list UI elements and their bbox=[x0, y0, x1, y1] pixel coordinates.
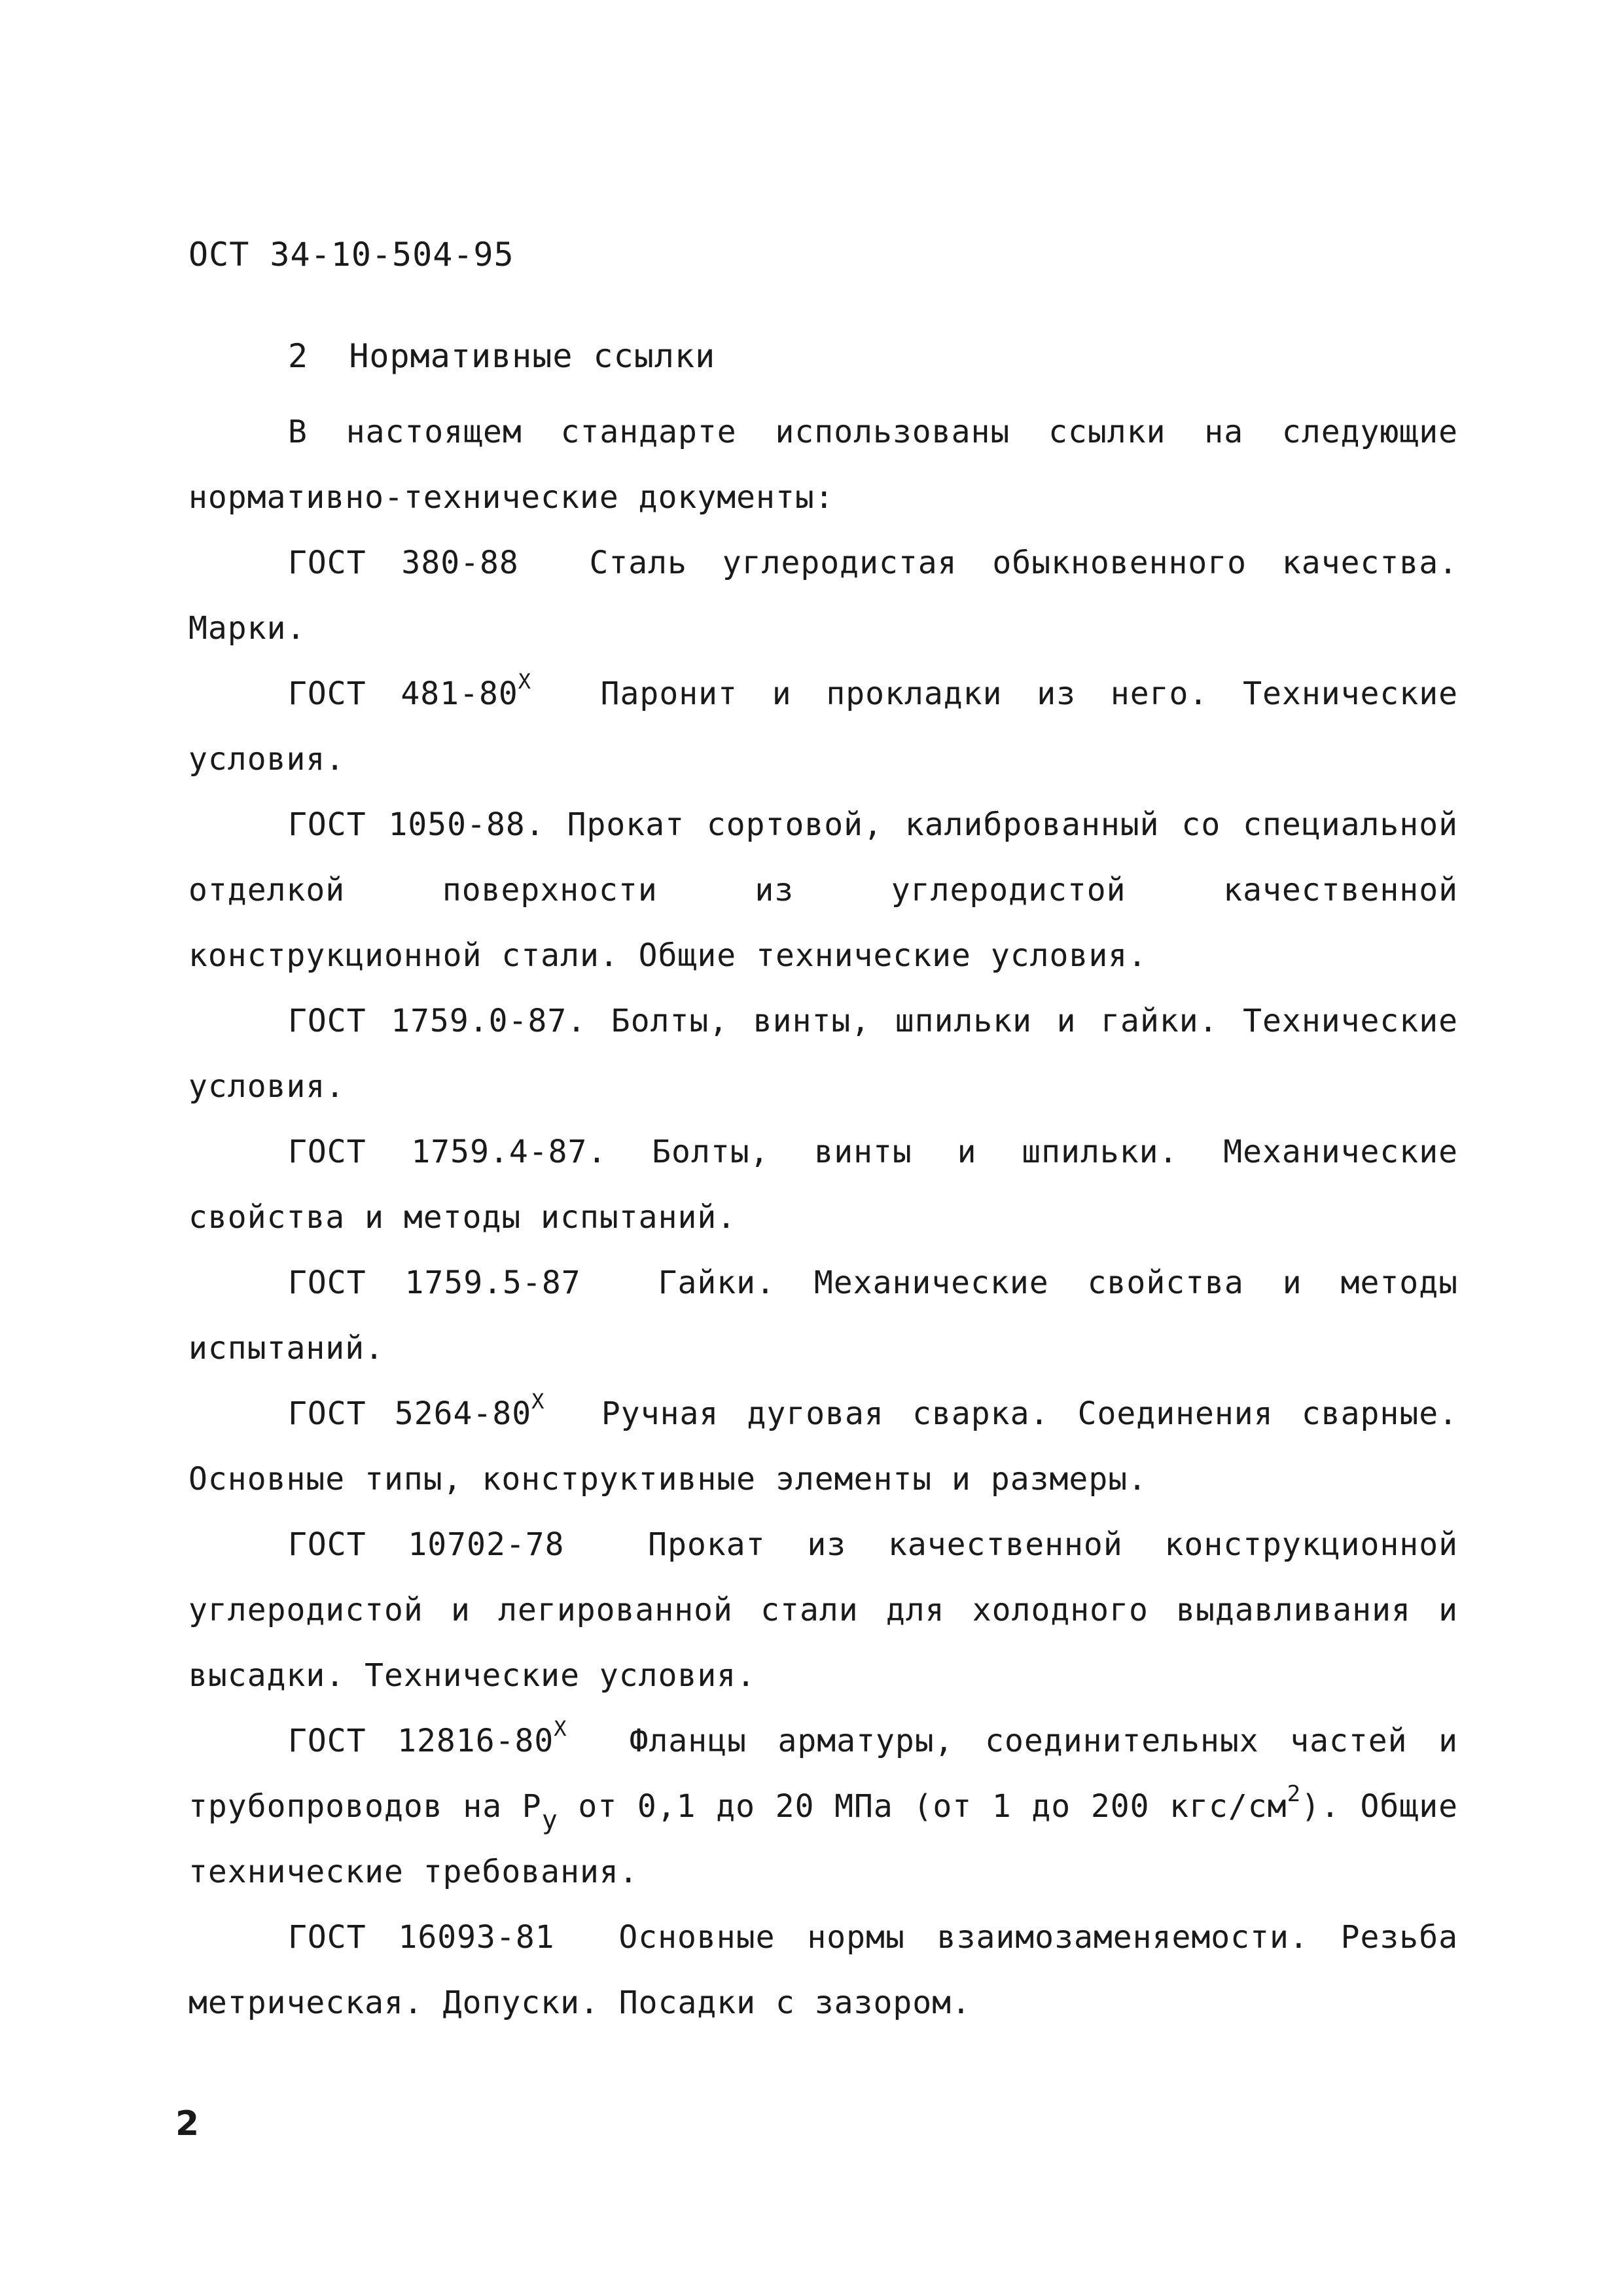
reference-item bbox=[188, 988, 1458, 1119]
reference-text: Болты, винты и шпильки. Механические свойства и методы испытаний. bbox=[188, 1134, 1458, 1236]
section-title: Нормативные ссылки bbox=[349, 337, 716, 375]
reference-item bbox=[188, 1381, 1458, 1512]
reference-code: ГОСТ 1759.4-87. bbox=[288, 1134, 607, 1170]
reference-text: Фланцы арматуры, соединительных частей и трубопроводов на $Р_у$ от 0,1 до 20 МПа (от 1 до 200 кгс/$см^2$). Общие технические требования. bbox=[188, 1723, 1459, 1890]
reference-text: Прокат сортовой, калиброванный со специальной отделкой поверхности из углеродистой качественной конструкционной стали. Общие технические условия. bbox=[188, 806, 1459, 974]
reference-code: ГОСТ 1759.5-87 bbox=[288, 1265, 581, 1301]
reference-code: ГОСТ 1050-88. bbox=[288, 806, 545, 843]
reference-code: ГОСТ 16093-81 bbox=[288, 1919, 555, 1956]
reference-code: ГОСТ 1759.0-87. bbox=[288, 1003, 587, 1039]
reference-text: Прокат из качественной конструкционной углеродистой и легированной стали для холодного выдавливания и высадки. Технические условия. bbox=[188, 1526, 1458, 1694]
reference-code: ГОСТ 10702-78 bbox=[288, 1526, 565, 1563]
reference-item bbox=[188, 1119, 1458, 1250]
reference-item bbox=[188, 792, 1458, 988]
intro-paragraph: В настоящем стандарте использованы ссылки на следующие нормативно-технические документы: bbox=[188, 414, 1458, 516]
reference-item bbox=[188, 1512, 1458, 1708]
reference-code: ГОСТ $481-80^Х$ bbox=[288, 669, 532, 712]
reference-code: ГОСТ $12816-80^Х$ bbox=[288, 1716, 567, 1759]
section-number: 2 bbox=[288, 337, 309, 375]
reference-item bbox=[188, 530, 1458, 661]
reference-item bbox=[188, 1905, 1458, 2036]
reference-code: ГОСТ $5264-80^Х$ bbox=[288, 1389, 545, 1432]
reference-code: ГОСТ 380-88 bbox=[288, 545, 519, 581]
reference-item bbox=[188, 1250, 1458, 1381]
document-code: ОСТ 34-10-504-95 bbox=[188, 236, 514, 274]
document-body bbox=[188, 399, 1458, 2036]
reference-text: Гайки. Механические свойства и методы испытаний. bbox=[188, 1265, 1459, 1367]
reference-item bbox=[188, 661, 1458, 792]
reference-text: Болты, винты, шпильки и гайки. Технические условия. bbox=[188, 1003, 1459, 1105]
reference-text: Паронит и прокладки из него. Технические условия. bbox=[188, 675, 1459, 778]
page-number: 2 bbox=[175, 2104, 200, 2144]
reference-text: Сталь углеродистая обыкновенного качества. Марки. bbox=[188, 545, 1458, 647]
section-heading bbox=[288, 337, 715, 375]
reference-item bbox=[188, 1708, 1458, 1905]
reference-text: Основные нормы взаимозаменяемости. Резьба метрическая. Допуски. Посадки с зазором. bbox=[188, 1919, 1458, 2021]
reference-text: Ручная дуговая сварка. Соединения сварные. Основные типы, конструктивные элементы и размеры. bbox=[188, 1395, 1459, 1498]
